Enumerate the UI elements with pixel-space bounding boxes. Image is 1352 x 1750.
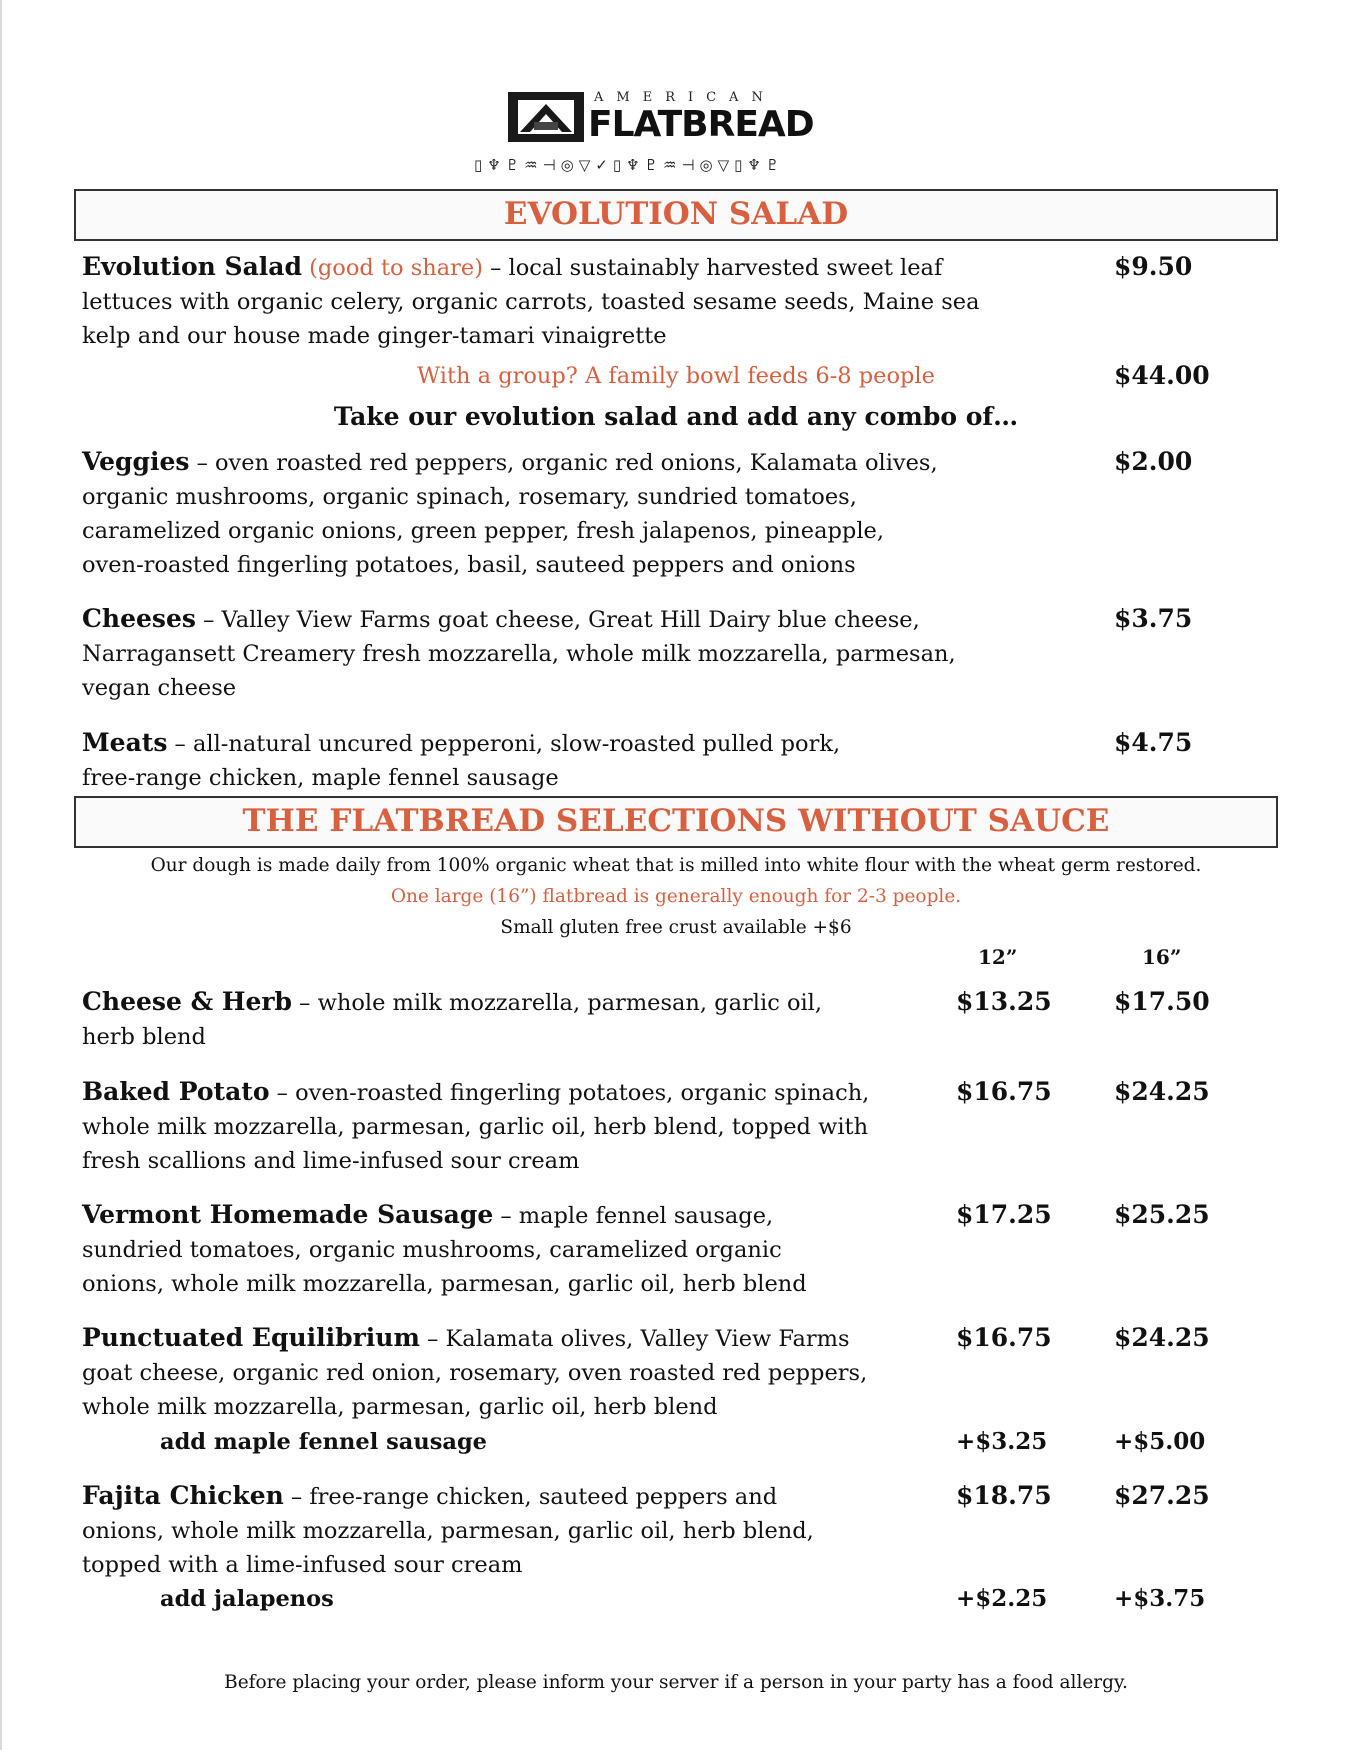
- item-desc: – maple fennel sausage,: [493, 1203, 774, 1229]
- menu-item-cheese-herb: [82, 985, 822, 1054]
- addon-price: $3.75: [1114, 604, 1193, 633]
- logo-mark-icon: [508, 92, 584, 142]
- addon-desc: free-range chicken, maple fennel sausage: [82, 765, 559, 791]
- addon-maple-fennel-sausage: add maple fennel sausage: [160, 1429, 487, 1455]
- addon-name: Veggies: [82, 447, 190, 476]
- item-desc: – whole milk mozzarella, parmesan, garlic oil,: [292, 990, 823, 1016]
- addon-desc: organic mushrooms, organic spinach, rosemary, sundried tomatoes,: [82, 484, 857, 510]
- menu-item-fajita-chicken: [82, 1479, 814, 1582]
- item-desc: onions, whole milk mozzarella, parmesan, garlic oil, herb blend: [82, 1271, 807, 1297]
- item-desc: onions, whole milk mozzarella, parmesan, garlic oil, herb blend,: [82, 1518, 814, 1544]
- logo-flatbread-text: FLATBREAD: [588, 104, 814, 145]
- item-desc: topped with a lime-infused sour cream: [82, 1552, 523, 1578]
- item-name: Fajita Chicken: [82, 1481, 284, 1510]
- price-16: $24.25: [1114, 1077, 1210, 1106]
- item-desc: whole milk mozzarella, parmesan, garlic oil, herb blend: [82, 1394, 718, 1420]
- item-name: Vermont Homemade Sausage: [82, 1200, 494, 1229]
- item-desc: whole milk mozzarella, parmesan, garlic oil, herb blend, topped with: [82, 1114, 869, 1140]
- price-16: $17.50: [1114, 987, 1210, 1016]
- addon-cheeses: [82, 602, 956, 705]
- item-desc: sundried tomatoes, organic mushrooms, caramelized organic: [82, 1237, 782, 1263]
- item-name: Cheese & Herb: [82, 987, 293, 1016]
- addon-price-16: +$3.75: [1114, 1585, 1206, 1612]
- addon-desc: caramelized organic onions, green pepper, fresh jalapenos, pineapple,: [82, 518, 884, 544]
- item-desc: – free-range chicken, sauteed peppers and: [283, 1484, 778, 1510]
- logo-glyph-row: ▯♆♇♒⊣◎▽✓▯♆♇♒⊣◎▽▯♆♇: [474, 156, 785, 174]
- item-desc: lettuces with organic celery, organic carrots, toasted sesame seeds, Maine sea: [82, 289, 980, 315]
- menu-item-evolution-salad: [82, 250, 980, 353]
- addon-desc: – Valley View Farms goat cheese, Great Hill Dairy blue cheese,: [195, 607, 920, 633]
- section-banner-flatbread-selections: THE FLATBREAD SELECTIONS WITHOUT SAUCE: [74, 796, 1278, 848]
- size-header-12: 12”: [978, 945, 1018, 969]
- menu-item-vermont-sausage: [82, 1198, 807, 1301]
- item-desc: – local sustainably harvested sweet leaf: [483, 255, 943, 281]
- size-note: One large (16”) flatbread is generally enough for 2-3 people.: [390, 886, 962, 907]
- size-header-16: 16”: [1142, 945, 1182, 969]
- item-desc: goat cheese, organic red onion, rosemary, oven roasted red peppers,: [82, 1360, 868, 1386]
- addon-veggies: [82, 445, 938, 582]
- addon-price: $2.00: [1114, 447, 1193, 476]
- gluten-free-note: Small gluten free crust available +$6: [500, 917, 852, 938]
- addon-price-12: +$2.25: [956, 1585, 1048, 1612]
- page-edge: [0, 0, 2, 1750]
- logo-american-text: AMERICAN: [594, 90, 776, 105]
- addon-desc: vegan cheese: [82, 675, 237, 701]
- item-name: Punctuated Equilibrium: [82, 1323, 420, 1352]
- item-note: (good to share): [309, 255, 483, 281]
- addon-price-16: +$5.00: [1114, 1428, 1206, 1455]
- addon-price: $4.75: [1114, 728, 1193, 757]
- price-12: $17.25: [956, 1200, 1052, 1229]
- family-bowl-note: With a group? A family bowl feeds 6-8 people: [417, 363, 935, 389]
- addon-desc: Narragansett Creamery fresh mozzarella, whole milk mozzarella, parmesan,: [82, 641, 956, 667]
- addon-meats: [82, 726, 840, 795]
- addon-price-12: +$3.25: [956, 1428, 1048, 1455]
- item-name: Evolution Salad: [82, 252, 302, 281]
- addon-jalapenos: add jalapenos: [160, 1586, 334, 1612]
- addon-desc: – oven roasted red peppers, organic red onions, Kalamata olives,: [189, 450, 938, 476]
- price-16: $27.25: [1114, 1481, 1210, 1510]
- menu-item-baked-potato: [82, 1075, 869, 1178]
- price-12: $18.75: [956, 1481, 1052, 1510]
- price-16: $24.25: [1114, 1323, 1210, 1352]
- item-desc: – Kalamata olives, Valley View Farms: [419, 1326, 850, 1352]
- addon-name: Cheeses: [82, 604, 196, 633]
- item-name: Baked Potato: [82, 1077, 270, 1106]
- combo-heading: Take our evolution salad and add any combo of…: [333, 402, 1019, 431]
- allergy-footer-note: Before placing your order, please inform your server if a person in your party has a food allergy.: [224, 1672, 1128, 1693]
- price-12: $16.75: [956, 1077, 1052, 1106]
- dough-note: Our dough is made daily from 100% organic wheat that is milled into white flour with the wheat germ restored.: [150, 855, 1202, 876]
- item-desc: fresh scallions and lime-infused sour cream: [82, 1148, 580, 1174]
- item-desc: – oven-roasted fingerling potatoes, organic spinach,: [269, 1080, 870, 1106]
- item-price: $9.50: [1114, 252, 1193, 281]
- family-bowl-price: $44.00: [1114, 361, 1210, 390]
- item-desc: kelp and our house made ginger-tamari vinaigrette: [82, 323, 667, 349]
- price-12: $13.25: [956, 987, 1052, 1016]
- item-desc: herb blend: [82, 1024, 206, 1050]
- brand-logo: [474, 88, 838, 178]
- price-12: $16.75: [956, 1323, 1052, 1352]
- price-16: $25.25: [1114, 1200, 1210, 1229]
- menu-item-punctuated-equilibrium: [82, 1321, 867, 1424]
- addon-desc: oven-roasted fingerling potatoes, basil, sauteed peppers and onions: [82, 552, 856, 578]
- section-banner-evolution-salad: EVOLUTION SALAD: [74, 189, 1278, 241]
- addon-desc: – all-natural uncured pepperoni, slow-roasted pulled pork,: [167, 731, 841, 757]
- addon-name: Meats: [82, 728, 168, 757]
